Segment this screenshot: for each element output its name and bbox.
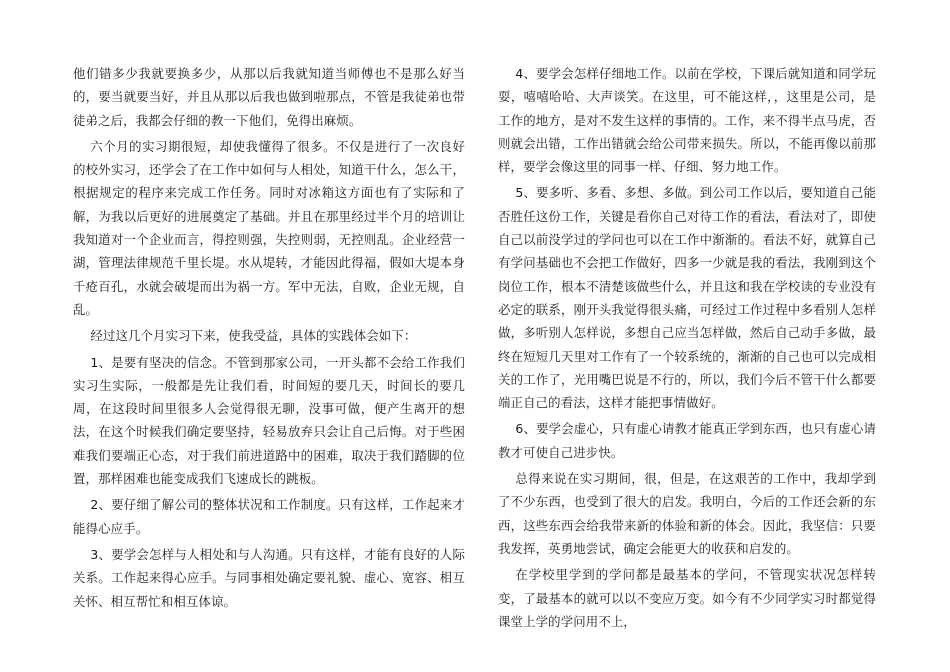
left-text-column	[73, 62, 465, 616]
paragraph: 5、要多听、多看、多想、多做。到公司工作以后，要知道自己能否胜任这份工作，关键是看你自己对待工作的看法，看法对了，即使自己以前没学过的学问也可以在工作中渐渐的。看法不好，就算自己有学问基础也不会把工作做好，四多一少就是我的看法，我刚到这个岗位工作，根本不清楚该做些什么，并且这和我在学校读的专业没有必定的联系，刚开头我觉得很头痛，可经过工作过程中多看别人怎样做，多听别人怎样说，多想自己应当怎样做，然后自己动手多做，最终在短短几天里对工作有了一个较系统的，渐渐的自己也可以完成相关的工作了，光用嘴巴说是不行的，所以，我们今后不管干什么都要端正自己的看法，这样才能把事情做好。	[498, 185, 876, 411]
paragraph: 3、要学会怎样与人相处和与人沟通。只有这样，才能有良好的人际关系。工作起来得心应手。与同事相处确定要礼貌、虚心、宽容、相互关怀、相互帮忙和相互体谅。	[73, 546, 465, 609]
paragraph: 4、要学会怎样仔细地工作。以前在学校，下课后就知道和同学玩耍，嘻嘻哈哈、大声谈笑。在这里，可不能这样，，这里是公司，是工作的地方，是对不发生这样的事情的。工作，来不得半点马虎，否则就会出错，工作出错就会给公司带来损失。所以，不能再像以前那样，要学会像这里的同事一样、仔细、努力地工作。	[498, 66, 876, 175]
paragraph: 2、要仔细了解公司的整体状况和工作制度。只有这样，工作起来才能得心应手。	[73, 497, 465, 536]
paragraph: 1、是要有坚决的信念。不管到那家公司，一开头都不会给工作我们实习生实际，一般都是先让我们看，时间短的要几天，时间长的要几周，在这段时间里很多人会觉得很无聊，没事可做，便产生离开的想法，在这个时候我们确定要坚持，轻易放弃只会让自己后悔。对于些困难我们要端正心态，对于我们前进道路中的困难，取决于我们踏脚的位置，那样困难也能变成我们飞速成长的跳板。	[73, 354, 465, 487]
paragraph: 总得来说在实习期间，很，但是，在这艰苦的工作中，我却学到了不少东西，也受到了很大的启发。我明白，今后的工作还会新的东西，这些东西会给我带来新的体验和新的体会。因此，我坚信：只要我发挥，英勇地尝试，确定会能更大的收获和启发的。	[498, 471, 876, 556]
right-text-column	[498, 62, 876, 636]
paragraph: 他们错多少我就要换多少，从那以后我就知道当师傅也不是那么好当的，要当就要当好，并且从那以后我也做到啦那点，不管是我徒弟也带徒弟之后，我都会仔细的教一下他们，免得出麻烦。	[73, 66, 465, 128]
paragraph: 六个月的实习期很短，却使我懂得了很多。不仅是进行了一次良好的校外实习，还学会了在工作中如何与人相处，知道干什么，怎么干，根据规定的程序来完成工作任务。同时对冰箱这方面也有了实际和了解，为我以后更好的进展奠定了基础。并且在那里经过半个月的培训让我知道对一个企业而言，得控则强，失控则弱，无控则乱。企业经营一湖，管理法律规范千里长堤。水从堤转，才能因此得福，假如大堤本身千疮百孔，水就会破堤而出为祸一方。军中无法，自败，企业无规，自乱。	[73, 138, 465, 317]
paragraph: 在学校里学到的学问都是最基本的学问，不管现实状况怎样转变，了最基本的就可以以不变应万变。如今有不少同学实习时都觉得课堂上学的学问用不上，	[498, 567, 876, 629]
paragraph: 经过这几个月实习下来，使我受益，具体的实践体会如下：	[90, 328, 417, 344]
paragraph: 6、要学会虚心，只有虚心请教才能真正学到东西，也只有虚心请教才可使自己进步快。	[498, 421, 876, 460]
